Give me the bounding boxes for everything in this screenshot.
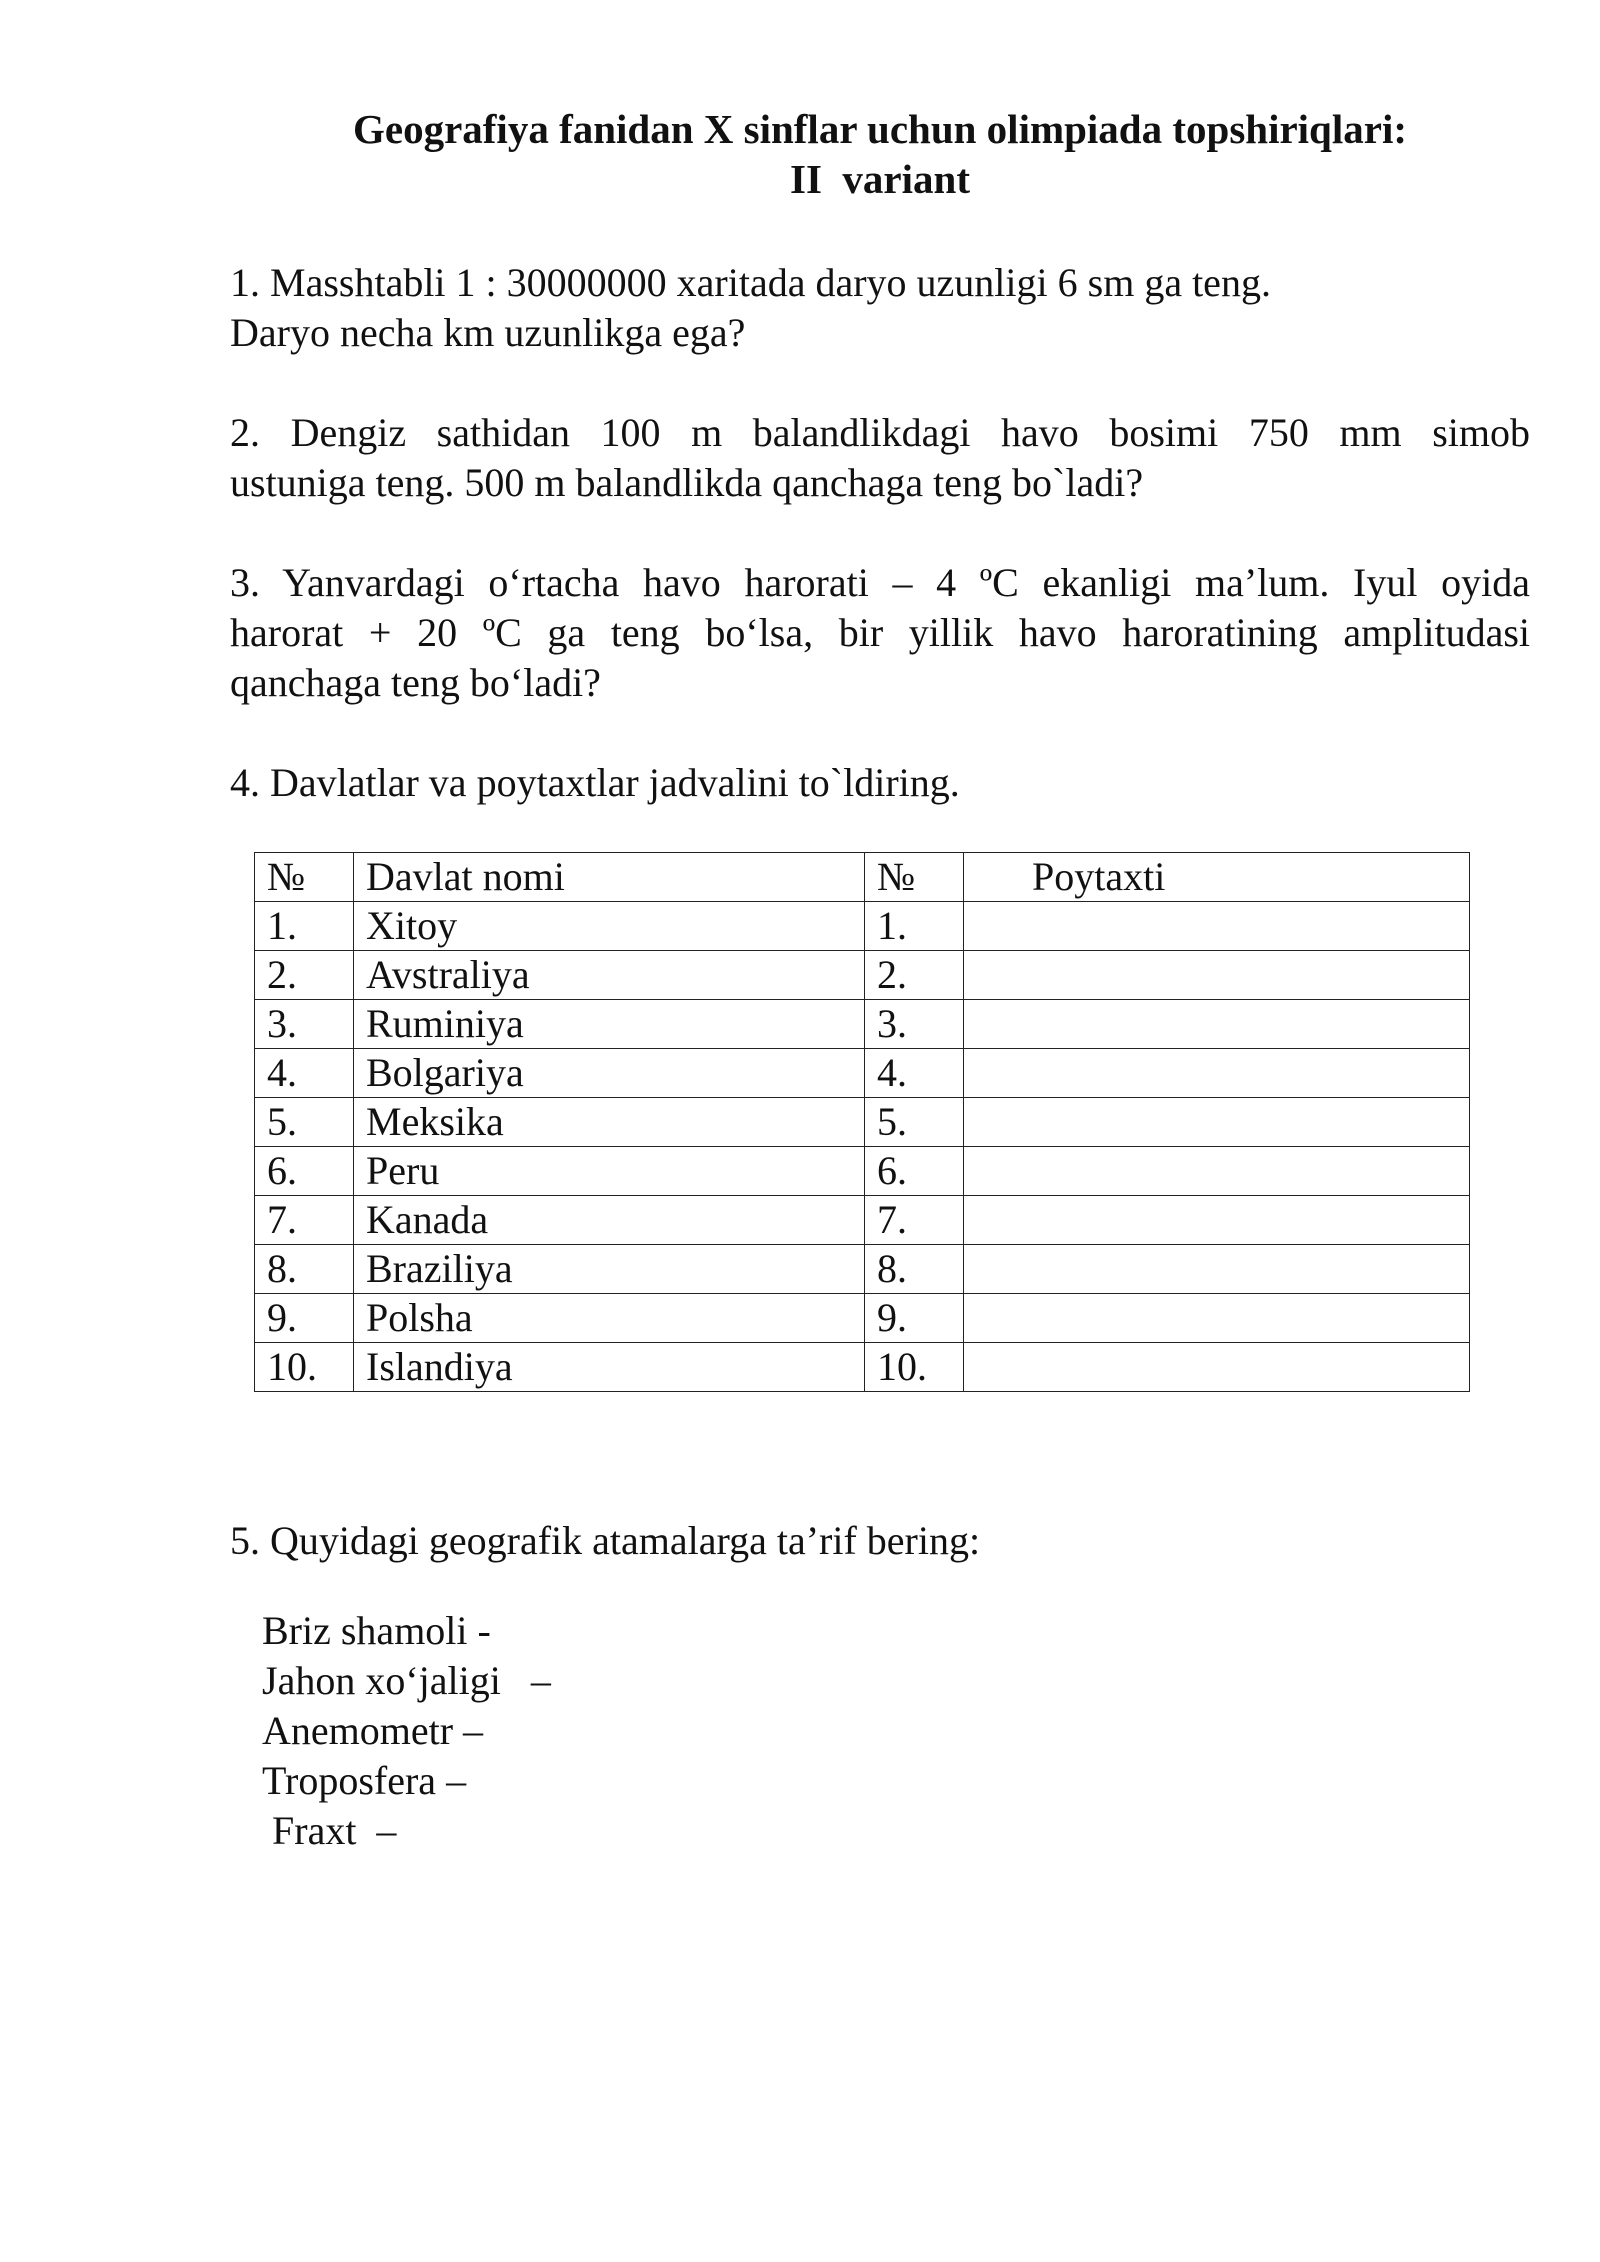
title-line-1: Geografiya fanidan X sinflar uchun olimpiada topshiriqlari: [352, 106, 1407, 152]
countries-capitals-table [254, 852, 1470, 1392]
question-3 [230, 558, 1530, 708]
row-number: 9. [255, 1294, 354, 1343]
row-number: 8. [255, 1245, 354, 1294]
row-number: 10. [255, 1343, 354, 1392]
row-number: 2. [255, 951, 354, 1000]
question-2-line-1: 2. Dengiz sathidan 100 m balandlikdagi havo bosimi 750 mm simob [230, 410, 1530, 455]
capital-blank[interactable] [964, 1196, 1470, 1245]
question-3-line-2: harorat + 20 ºC ga teng bo‘lsa, bir yillik havo haroratining amplitudasi [230, 610, 1530, 655]
row-number-2: 7. [865, 1196, 964, 1245]
question-2 [230, 408, 1530, 508]
row-number-2: 5. [865, 1098, 964, 1147]
country-name: Polsha [354, 1294, 865, 1343]
terms-list [262, 1606, 551, 1856]
country-name: Meksika [354, 1098, 865, 1147]
table-row [255, 1000, 1470, 1049]
table-row [255, 1294, 1470, 1343]
row-number-2: 4. [865, 1049, 964, 1098]
capital-blank[interactable] [964, 1294, 1470, 1343]
country-name: Braziliya [354, 1245, 865, 1294]
country-name: Xitoy [354, 902, 865, 951]
row-number-2: 1. [865, 902, 964, 951]
header-number: № [255, 853, 354, 902]
question-5 [230, 1516, 1530, 1566]
table-row [255, 1147, 1470, 1196]
row-number-2: 6. [865, 1147, 964, 1196]
term-item: Briz shamoli - [262, 1608, 491, 1653]
row-number-2: 8. [865, 1245, 964, 1294]
term-item: Anemometr – [262, 1708, 484, 1753]
table-row [255, 1049, 1470, 1098]
question-1-line-2: Daryo necha km uzunlikga ega? [230, 310, 746, 355]
term-item: Jahon xo‘jaligi – [262, 1658, 551, 1703]
title-line-2: II variant [790, 156, 970, 202]
table-row [255, 1098, 1470, 1147]
header-capital: Poytaxti [964, 853, 1470, 902]
row-number-2: 2. [865, 951, 964, 1000]
table-row [255, 1245, 1470, 1294]
row-number-2: 9. [865, 1294, 964, 1343]
country-name: Bolgariya [354, 1049, 865, 1098]
table-row [255, 951, 1470, 1000]
question-4-text: 4. Davlatlar va poytaxtlar jadvalini to`ldiring. [230, 760, 960, 805]
table-row [255, 1343, 1470, 1392]
row-number-2: 3. [865, 1000, 964, 1049]
row-number-2: 10. [865, 1343, 964, 1392]
capital-blank[interactable] [964, 1147, 1470, 1196]
country-name: Peru [354, 1147, 865, 1196]
question-3-line-1: 3. Yanvardagi o‘rtacha havo harorati – 4 ºC ekanligi ma’lum. Iyul oyida [230, 560, 1530, 605]
table-header-row [255, 853, 1470, 902]
header-country-name: Davlat nomi [354, 853, 865, 902]
header-number-2: № [865, 853, 964, 902]
question-1-line-1: 1. Masshtabli 1 : 30000000 xaritada daryo uzunligi 6 sm ga teng. [230, 260, 1271, 305]
row-number: 4. [255, 1049, 354, 1098]
row-number: 3. [255, 1000, 354, 1049]
capital-blank[interactable] [964, 1049, 1470, 1098]
country-name: Kanada [354, 1196, 865, 1245]
capital-blank[interactable] [964, 1098, 1470, 1147]
country-name: Ruminiya [354, 1000, 865, 1049]
capital-blank[interactable] [964, 1000, 1470, 1049]
row-number: 6. [255, 1147, 354, 1196]
term-item: Troposfera – [262, 1758, 467, 1803]
capital-blank[interactable] [964, 951, 1470, 1000]
capital-blank[interactable] [964, 1343, 1470, 1392]
row-number: 5. [255, 1098, 354, 1147]
question-2-line-2: ustuniga teng. 500 m balandlikda qanchaga teng bo`ladi? [230, 460, 1144, 505]
question-5-text: 5. Quyidagi geografik atamalarga ta’rif bering: [230, 1518, 981, 1563]
country-name: Islandiya [354, 1343, 865, 1392]
capital-blank[interactable] [964, 902, 1470, 951]
question-4 [230, 758, 1530, 808]
term-item: Fraxt – [262, 1808, 397, 1853]
country-name: Avstraliya [354, 951, 865, 1000]
table-row [255, 1196, 1470, 1245]
row-number: 1. [255, 902, 354, 951]
capital-blank[interactable] [964, 1245, 1470, 1294]
document-title [230, 104, 1530, 204]
question-3-line-3: qanchaga teng bo‘ladi? [230, 660, 601, 705]
row-number: 7. [255, 1196, 354, 1245]
table-row [255, 902, 1470, 951]
question-1 [230, 258, 1530, 358]
